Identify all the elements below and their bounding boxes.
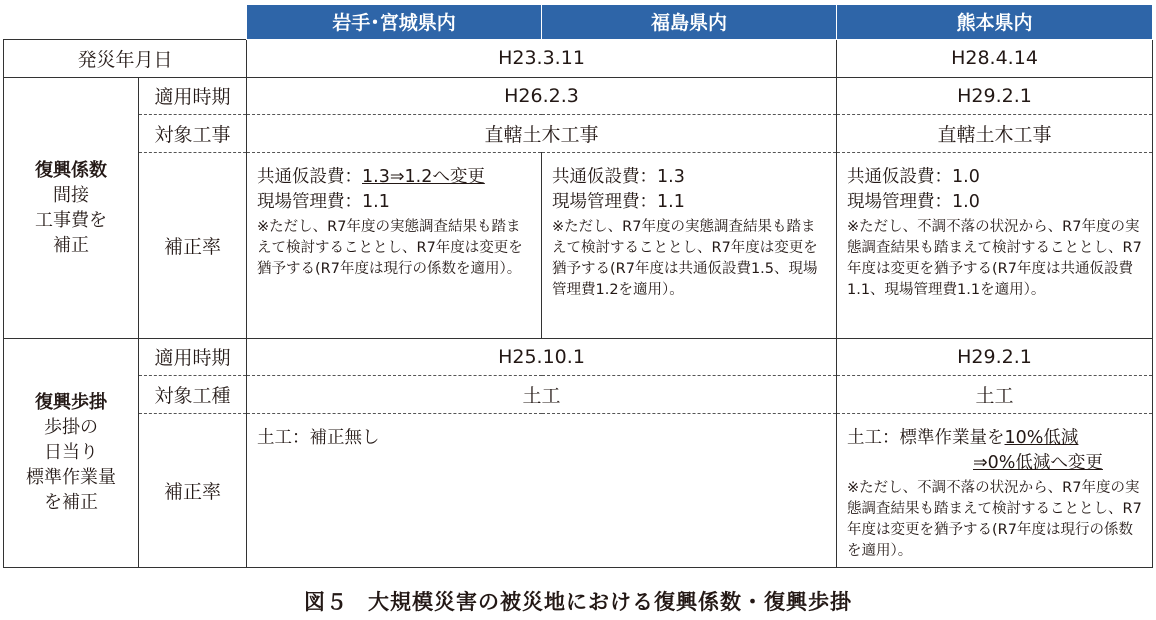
kumamoto-buhake-value1: 10%低減 xyxy=(1004,427,1079,448)
buhake-desc-3: 標準作業量 xyxy=(26,467,116,488)
fukushima-note: ※ただし、R7年度の実態調査結果も踏まえて検討することとし、R7年度は変更を猶予する(R7年度は共通仮設費1.5、現場管理費1.2を適用）。 xyxy=(552,218,818,298)
header-fukushima: 福島県内 xyxy=(542,5,837,39)
keisu-target-kumamoto: 直轄土木工事 xyxy=(837,114,1153,152)
keisu-rate-fukushima xyxy=(542,152,837,338)
header-kumamoto: 熊本県内 xyxy=(837,5,1153,39)
keisu-desc-3: 補正 xyxy=(53,234,89,256)
kumamoto-line1: 共通仮設費：1.0 xyxy=(847,166,980,187)
header-iwate-miyagi: 岩手･宮城県内 xyxy=(247,5,542,39)
keisu-group-label xyxy=(4,77,139,338)
keisu-title: 復興係数 xyxy=(35,159,107,181)
kumamoto-buhake-line2 xyxy=(847,451,1144,476)
header-blank xyxy=(4,5,247,39)
buhake-apply-label: 適用時期 xyxy=(139,338,247,375)
kumamoto-buhake-value2: ⇒0%低減へ変更 xyxy=(973,452,1103,473)
figure-number: 図５ xyxy=(304,590,348,614)
buhake-desc-4: を補正 xyxy=(44,492,98,513)
buhake-target-label: 対象工種 xyxy=(139,375,247,413)
kumamoto-buhake-note: ※ただし、不調不落の状況から、R7年度の実態調査結果も踏まえて検討することとし、R7年度は変更を猶予する(R7年度は現行の係数を適用）。 xyxy=(847,479,1142,559)
buhake-target-row xyxy=(4,375,1153,413)
keisu-desc-1: 間接 xyxy=(53,184,89,206)
buhake-rate-tohoku xyxy=(247,413,837,567)
buhake-apply-kumamoto: H29.2.1 xyxy=(837,338,1153,375)
buhake-target-kumamoto: 土工 xyxy=(837,375,1153,413)
disaster-date-row xyxy=(4,39,1153,77)
keisu-target-tohoku: 直轄土木工事 xyxy=(247,114,837,152)
figure-title: 大規模災害の被災地における復興係数・復興歩掛 xyxy=(368,590,852,614)
kumamoto-keisu-note: ※ただし、不調不落の状況から、R7年度の実態調査結果も踏まえて検討することとし、R7年度は変更を猶予する(R7年度は共通仮設費1.1、現場管理費1.1を適用）。 xyxy=(847,218,1142,298)
fukushima-line1: 共通仮設費：1.3 xyxy=(552,166,685,187)
disaster-date-tohoku: H23.3.11 xyxy=(247,39,837,77)
keisu-apply-label: 適用時期 xyxy=(139,77,247,114)
iwate-line2: 現場管理費：1.1 xyxy=(257,191,390,212)
iwate-line1 xyxy=(257,165,533,190)
keisu-apply-kumamoto: H29.2.1 xyxy=(837,77,1153,114)
keisu-desc-2: 工事費を xyxy=(35,209,107,231)
keisu-apply-row xyxy=(4,77,1153,114)
keisu-target-label: 対象工事 xyxy=(139,114,247,152)
disaster-date-kumamoto: H28.4.14 xyxy=(837,39,1153,77)
keisu-rate-row xyxy=(4,152,1153,338)
kumamoto-line2: 現場管理費：1.0 xyxy=(847,191,980,212)
iwate-line1-prefix: 共通仮設費： xyxy=(257,166,362,187)
buhake-rate-kumamoto xyxy=(837,413,1153,567)
recovery-coefficient-table xyxy=(3,5,1153,568)
fukushima-line2: 現場管理費：1.1 xyxy=(552,191,685,212)
kumamoto-buhake-line1 xyxy=(847,426,1144,451)
keisu-rate-label: 補正率 xyxy=(139,152,247,338)
disaster-date-label: 発災年月日 xyxy=(4,39,247,77)
keisu-rate-kumamoto xyxy=(837,152,1153,338)
buhake-apply-tohoku: H25.10.1 xyxy=(247,338,837,375)
buhake-desc-2: 日当り xyxy=(44,442,98,463)
header-row xyxy=(4,5,1153,39)
kumamoto-buhake-prefix: 土工：標準作業量を xyxy=(847,427,1005,448)
keisu-target-row xyxy=(4,114,1153,152)
iwate-note: ※ただし、R7年度の実態調査結果も踏まえて検討することとし、R7年度は変更を猶予する(R7年度は現行の係数を適用）。 xyxy=(257,218,523,277)
tohoku-buhake-rate: 土工：補正無し xyxy=(257,427,380,448)
buhake-target-tohoku: 土工 xyxy=(247,375,837,413)
buhake-apply-row xyxy=(4,338,1153,375)
buhake-rate-row xyxy=(4,413,1153,567)
figure-caption xyxy=(0,586,1156,616)
buhake-title: 復興歩掛 xyxy=(35,392,107,413)
buhake-group-label xyxy=(4,338,139,567)
buhake-rate-label: 補正率 xyxy=(139,413,247,567)
buhake-desc-1: 歩掛の xyxy=(44,417,98,438)
keisu-apply-tohoku: H26.2.3 xyxy=(247,77,837,114)
keisu-rate-iwate xyxy=(247,152,542,338)
iwate-line1-value: 1.3⇒1.2へ変更 xyxy=(362,166,485,187)
